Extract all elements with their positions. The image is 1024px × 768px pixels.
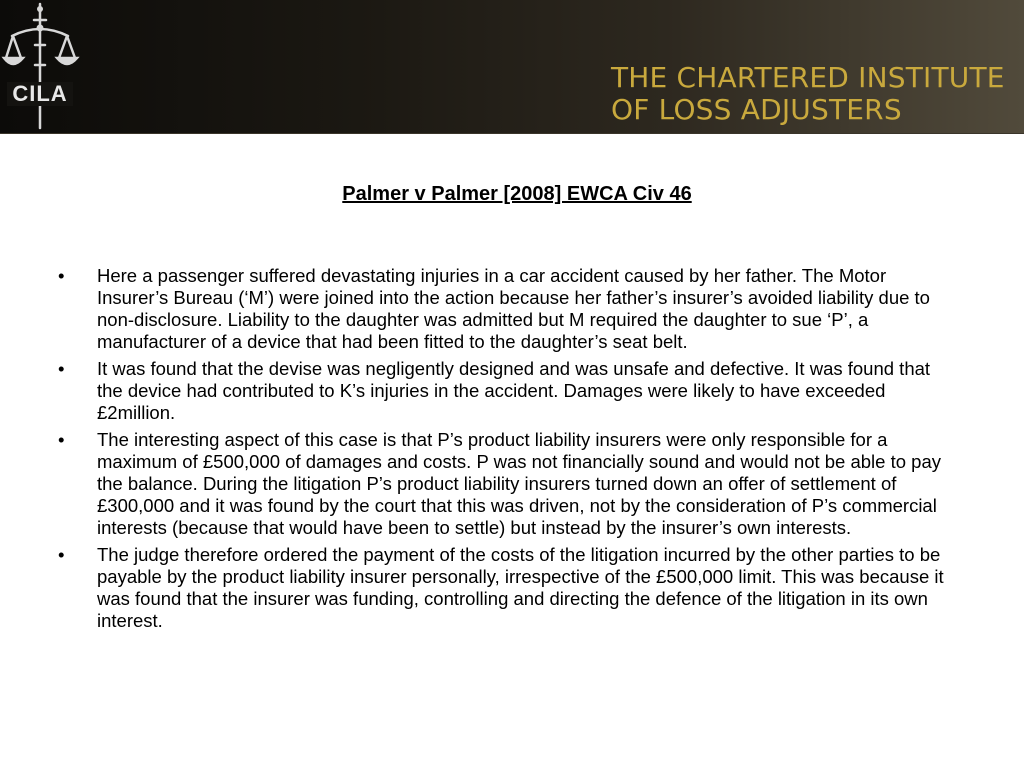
scales-of-justice-icon bbox=[0, 0, 80, 133]
bullet-text: The interesting aspect of this case is that P’s product liability insurers were only responsible for a maximum of £500,000 of damages and costs. P was not financially sound and would not be able to pay the balance. During the litigation P’s product liability insurers turned down an offer of settlement of £300,000 and it was found by the court that this was driven, not by the consideration of P’s commercial interests (because that would have been to settle) but instead by the insurer’s own interests. bbox=[97, 429, 941, 538]
institute-name bbox=[611, 62, 1011, 126]
bullet-item bbox=[58, 358, 958, 424]
bullet-marker: • bbox=[58, 358, 65, 379]
bullet-text: Here a passenger suffered devastating injuries in a car accident caused by her father. The Motor Insurer’s Bureau (‘M’) were joined into the action because her father’s insurer’s avoided liability due to non-disclosure. Liability to the daughter was admitted but M required the daughter to sue ‘P’, a manufacturer of a device that had been fitted to the daughter’s seat belt. bbox=[97, 265, 930, 352]
bullet-marker: • bbox=[58, 429, 65, 450]
bullet-item bbox=[58, 544, 958, 632]
cila-logo bbox=[0, 0, 80, 133]
institute-name-line-2: OF LOSS ADJUSTERS bbox=[611, 93, 902, 126]
header-banner bbox=[0, 0, 1024, 134]
institute-name-line-1: THE CHARTERED INSTITUTE bbox=[611, 61, 1005, 94]
logo-text: CILA bbox=[7, 82, 73, 106]
bullet-text: It was found that the devise was negligently designed and was unsafe and defective. It was found that the device had contributed to K’s injuries in the accident. Damages were likely to have exceeded £2million. bbox=[97, 358, 931, 423]
bullet-item bbox=[58, 265, 958, 353]
bullet-list bbox=[58, 265, 958, 637]
slide-title: Palmer v Palmer [2008] EWCA Civ 46 bbox=[342, 183, 692, 205]
bullet-item bbox=[58, 429, 958, 539]
bullet-marker: • bbox=[58, 544, 65, 565]
bullet-text: The judge therefore ordered the payment of the costs of the litigation incurred by the other parties to be payable by the product liability insurer personally, irrespective of the £500,000 limit. This was because it was found that the insurer was funding, controlling and directing the defence of the litigation in its own interest. bbox=[97, 544, 944, 631]
bullet-marker: • bbox=[58, 265, 65, 286]
